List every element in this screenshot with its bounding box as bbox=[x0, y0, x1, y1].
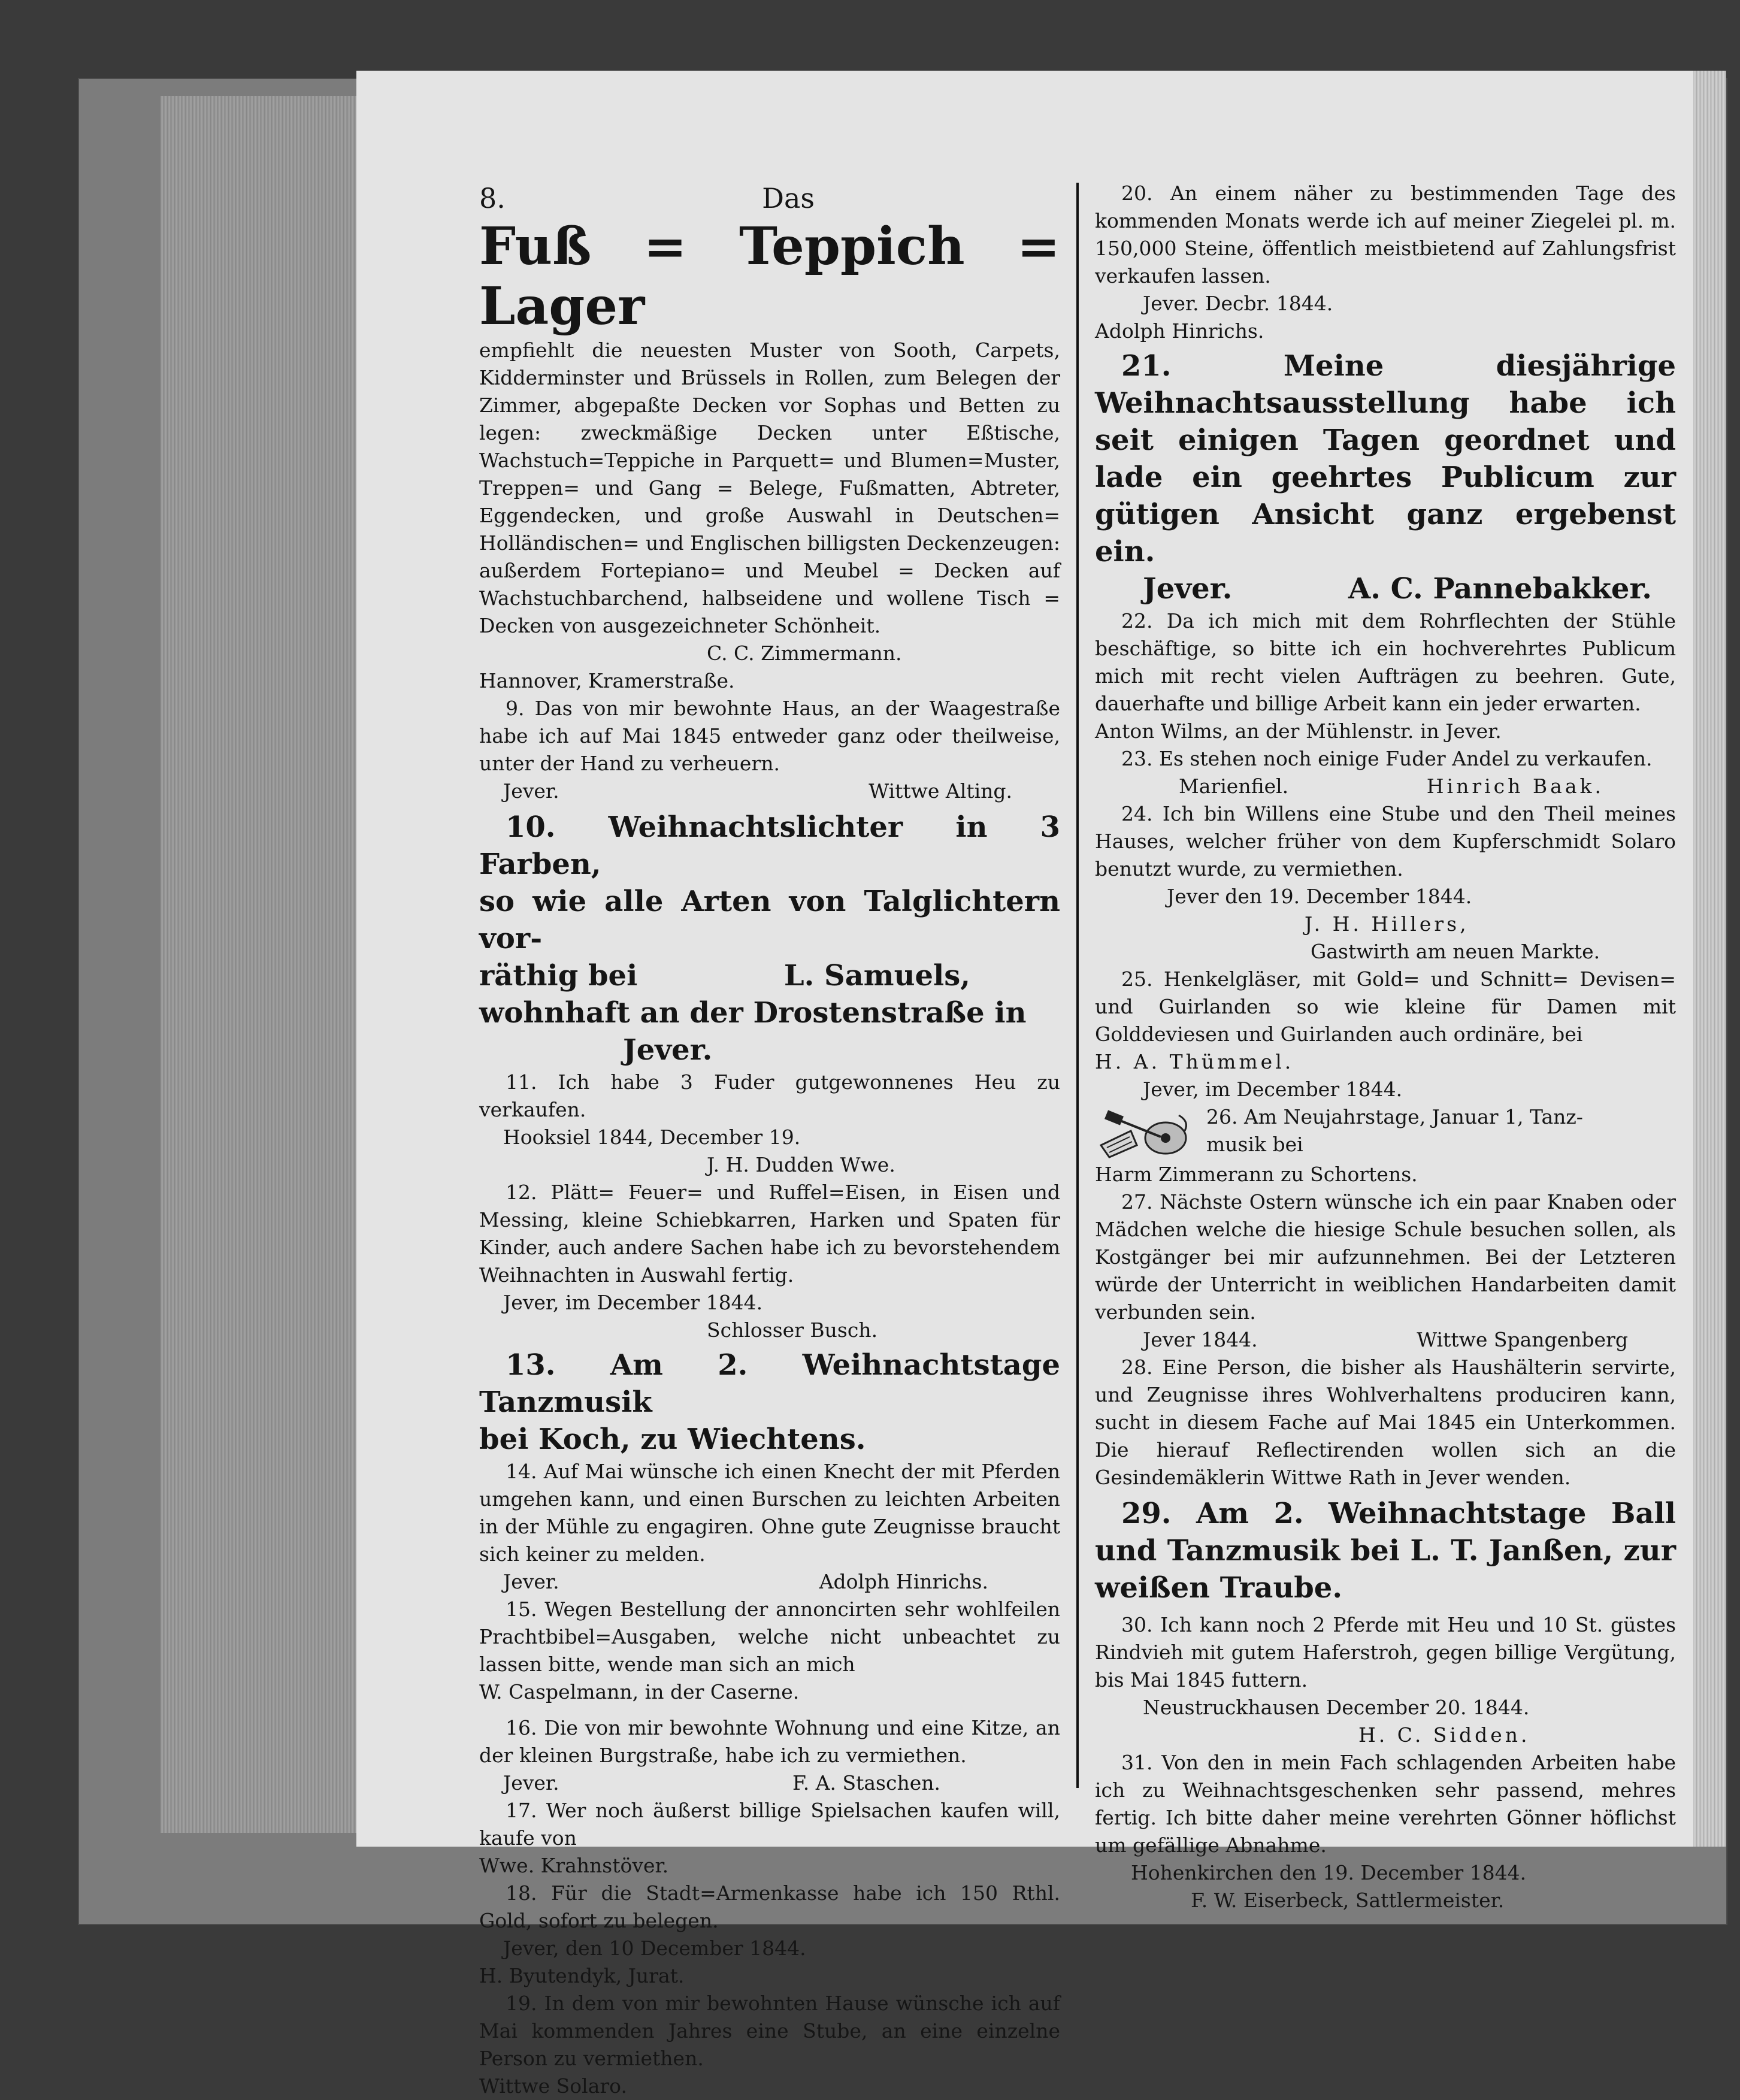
ad-line: Jever. bbox=[623, 1033, 713, 1067]
ad-18 bbox=[479, 1880, 1060, 1990]
column-divider bbox=[1076, 183, 1079, 1788]
ad-place: Jever, im December 1844. bbox=[503, 1291, 763, 1314]
ad-place: Jever, den 10 December 1844. bbox=[503, 1936, 806, 1960]
ad-11 bbox=[479, 1069, 1060, 1179]
ad-signature: Wittwe Alting. bbox=[869, 779, 1012, 803]
ad-8 bbox=[479, 180, 1060, 695]
ad-place: Marienfiel. bbox=[1179, 774, 1289, 798]
ad-text: 31. Von den in mein Fach schlagenden Arbeiten habe ich zu Weihnachtsgeschenken sehr passend, mehres fertig. Ich bitte daher meine verehrten Gönner höflichst um gefällige Abnahme. bbox=[1095, 1751, 1676, 1857]
ad-15 bbox=[479, 1596, 1060, 1706]
ad-text: 27. Nächste Ostern wünsche ich ein paar Knaben oder Mädchen welche die hiesige Schule besuchen sollen, als Kostgänger bei mir aufzunnehmen. Bei der Letzteren würde der Unterricht in weiblichen Handarbeiten damit verbunden sein. bbox=[1095, 1190, 1676, 1324]
ad-signature: A. C. Pannebakker. bbox=[1348, 572, 1652, 606]
ad-signature: J. H. Hillers, bbox=[1305, 912, 1469, 936]
ad-text: 20. An einem näher zu bestimmenden Tage des kommenden Monats werde ich auf meiner Ziegelei pl. m. 150,000 Steine, öffentlich meistbietend auf Zahlungsfrist verkaufen lassen. bbox=[1095, 181, 1676, 288]
page-edges bbox=[161, 96, 364, 1833]
ad-signature: H. A. Thümmel. bbox=[1095, 1050, 1294, 1073]
ad-number: 8. bbox=[479, 182, 506, 214]
ad-signature: W. Caspelmann, in der Caserne. bbox=[479, 1680, 800, 1703]
ad-intro: Das bbox=[762, 182, 815, 214]
ad-line: so wie alle Arten von Talglichtern vor- bbox=[479, 885, 1060, 955]
ad-address: Hannover, Kramerstraße. bbox=[479, 669, 735, 692]
ad-signature: Adolph Hinrichs. bbox=[819, 1570, 988, 1593]
ad-10 bbox=[479, 809, 1060, 1069]
ad-text: 28. Eine Person, die bisher als Haushälterin servirte, und Zeugnisse ihres Wohlverhaltens produciren kann, sucht in diesem Fache auf Mai 1845 ein Unterkommen. Die hierauf Reflectirenden wollen sich an die Gesindemäklerin Wittwe Rath in Jever wenden. bbox=[1095, 1355, 1676, 1489]
ad-31 bbox=[1095, 1749, 1676, 1914]
ad-text: 29. Am 2. Weihnachtstage Ball und Tanzmusik bei L. T. Janßen, zur weißen Traube. bbox=[1095, 1497, 1676, 1605]
ad-place: Jever. Decbr. 1844. bbox=[1143, 292, 1333, 315]
ad-text: 22. Da ich mich mit dem Rohrflechten der Stühle beschäftige, so bitte ich ein hochverehrtes Publicum mich mit recht vielen Aufträgen zu beehren. Gute, dauerhafte und billige Arbeit kann ein jeder erwarten. bbox=[1095, 609, 1676, 715]
ad-place: Jever. bbox=[503, 779, 559, 803]
ad-19 bbox=[479, 1990, 1060, 2100]
ad-text: 23. Es stehen noch einige Fuder Andel zu verkaufen. bbox=[1121, 747, 1653, 770]
ad-signature: C. C. Zimmermann. bbox=[707, 642, 902, 665]
ad-signature: Anton Wilms, an der Mühlenstr. in Jever. bbox=[1095, 719, 1502, 743]
ad-text: 30. Ich kann noch 2 Pferde mit Heu und 10 St. güstes Rindvieh mit gutem Haferstroh, gegen billige Vergütung, bis Mai 1845 futtern. bbox=[1095, 1613, 1676, 1692]
ad-place: Jever den 19. December 1844. bbox=[1167, 885, 1472, 908]
next-pages-edge bbox=[1693, 71, 1726, 1847]
ad-line: räthig bei bbox=[479, 959, 638, 992]
ad-signature: H. Byutendyk, Jurat. bbox=[479, 1964, 685, 1987]
ad-signature: Adolph Hinrichs. bbox=[1095, 319, 1264, 343]
ad-text: 25. Henkelgläser, mit Gold= und Schnitt= Devisen= und Guirlanden so wie kleine für Damen mit Golddeviesen und Guirlanden auch ordinäre, bei bbox=[1095, 967, 1676, 1046]
ad-signature: Wittwe Solaro. bbox=[479, 2074, 627, 2098]
ad-26 bbox=[1095, 1103, 1676, 1161]
ad-27 bbox=[1095, 1188, 1676, 1354]
guitar-icon bbox=[1095, 1103, 1197, 1161]
ad-line: bei Koch, zu Wiechtens. bbox=[479, 1423, 866, 1456]
ad-12 bbox=[479, 1179, 1060, 1344]
ad-17 bbox=[479, 1797, 1060, 1880]
ad-text: 11. Ich habe 3 Fuder gutgewonnenes Heu zu verkaufen. bbox=[479, 1070, 1060, 1121]
ad-text: 19. In dem von mir bewohnten Hause wünsche ich auf Mai kommenden Jahres eine Stube, an eine einzelne Person zu vermiethen. bbox=[479, 1992, 1060, 2070]
ad-signature: Hinrich Baak. bbox=[1426, 774, 1604, 798]
ad-place: Hooksiel 1844, December 19. bbox=[503, 1125, 801, 1149]
ad-text: 18. Für die Stadt=Armenkasse habe ich 150 Rthl. Gold, sofort zu belegen. bbox=[479, 1881, 1060, 1932]
ad-place: Neustruckhausen December 20. 1844. bbox=[1143, 1696, 1530, 1719]
ad-25 bbox=[1095, 966, 1676, 1103]
ad-23 bbox=[1095, 745, 1676, 800]
ad-line: 26. Am Neujahrstage, Januar 1, Tanz- bbox=[1206, 1105, 1583, 1128]
ad-line: wohnhaft an der Drostenstraße in bbox=[479, 996, 1027, 1030]
ad-signature: Schlosser Busch. bbox=[707, 1318, 878, 1342]
left-column bbox=[479, 180, 1060, 2100]
ad-place: Hohenkirchen den 19. December 1844. bbox=[1131, 1861, 1527, 1884]
ad-place: Jever, im December 1844. bbox=[1143, 1078, 1403, 1101]
ad-signature: Wittwe Spangenberg bbox=[1417, 1328, 1628, 1351]
ad-line: musik bei bbox=[1206, 1133, 1303, 1156]
ad-26-signature: Harm Zimmerann zu Schortens. bbox=[1095, 1163, 1418, 1186]
ad-place: Jever. bbox=[1143, 572, 1233, 606]
ad-signature: F. A. Staschen. bbox=[792, 1771, 940, 1795]
ad-line: 10. Weihnachtslichter in 3 Farben, bbox=[479, 810, 1060, 881]
ad-merchant: L. Samuels, bbox=[783, 959, 970, 992]
ad-text: 9. Das von mir bewohnte Haus, an der Waagestraße habe ich auf Mai 1845 entweder ganz oder theilweise, unter der Hand zu verheuern. bbox=[479, 697, 1060, 775]
ad-signature: Wwe. Krahnstöver. bbox=[479, 1854, 669, 1877]
ad-text: 16. Die von mir bewohnte Wohnung und eine Kitze, an der kleinen Burgstraße, habe ich zu vermiethen. bbox=[479, 1716, 1060, 1767]
ad-place: Jever. bbox=[503, 1771, 559, 1795]
ad-30 bbox=[1095, 1611, 1676, 1749]
ad-22 bbox=[1095, 607, 1676, 745]
ad-29 bbox=[1095, 1495, 1676, 1606]
ad-text: 17. Wer noch äußerst billige Spielsachen kaufen will, kaufe von bbox=[479, 1799, 1060, 1850]
ad-headline: Fuß = Teppich = Lager bbox=[479, 216, 1060, 337]
ad-13 bbox=[479, 1346, 1060, 1458]
ad-place: Jever. bbox=[503, 1570, 559, 1593]
right-column bbox=[1095, 180, 1676, 1914]
ad-text: 14. Auf Mai wünsche ich einen Knecht der mit Pferden umgehen kann, und einen Burschen zu leichten Arbeiten in der Mühle zu engagiren. Ohne gute Zeugnisse braucht sich keiner zu melden. bbox=[479, 1460, 1060, 1566]
ad-14 bbox=[479, 1458, 1060, 1596]
ad-24 bbox=[1095, 800, 1676, 966]
ad-line: 13. Am 2. Weihnachtstage Tanzmusik bbox=[479, 1348, 1060, 1419]
ad-text: 21. Meine diesjährige Weihnachtsausstellung habe ich seit einigen Tagen geordnet und lade ein geehrtes Publicum zur gütigen Ansicht ganz ergebenst ein. bbox=[1095, 349, 1676, 568]
ad-text: 12. Plätt= Feuer= und Ruffel=Eisen, in Eisen und Messing, kleine Schiebkarren, Harken und Spaten für Kinder, auch andere Sachen habe ich zu bevorstehendem Weihnachten in Auswahl fertig. bbox=[479, 1181, 1060, 1287]
ad-9 bbox=[479, 695, 1060, 805]
ad-text: 15. Wegen Bestellung der annoncirten sehr wohlfeilen Prachtbibel=Ausgaben, welche nicht unbeachtet zu lassen bitte, wende man sich an mich bbox=[479, 1597, 1060, 1676]
ad-occupation: Gastwirth am neuen Markte. bbox=[1311, 940, 1600, 963]
ad-28 bbox=[1095, 1354, 1676, 1491]
ad-signature: J. H. Dudden Wwe. bbox=[707, 1153, 895, 1176]
ad-16 bbox=[479, 1714, 1060, 1797]
ad-text: empfiehlt die neuesten Muster von Sooth, Carpets, Kidderminster und Brüssels in Rollen, zum Belegen der Zimmer, abgepaßte Decken vor Sophas und Betten zu legen: zweckmäßige Decken unter Eßtische, Wachstuch=Teppiche in Parquett= und Blumen=Muster, Treppen= und Gang = Belege, Fußmatten, Abtreter, Eggendecken, und große Auswahl in Deutschen= Holländischen= und Englischen billigsten Deckenzeugen: außerdem Fortepiano= und Meubel = Decken auf Wachstuchbarchend, halbseidene und wollene Tisch = Decken von ausgezeichneter Schönheit. bbox=[479, 338, 1060, 637]
ad-place: Jever 1844. bbox=[1143, 1328, 1258, 1351]
ad-text: 24. Ich bin Willens eine Stube und den Theil meines Hauses, welcher früher von dem Kupferschmidt Solaro benutzt wurde, zu vermiethen. bbox=[1095, 802, 1676, 880]
ad-21 bbox=[1095, 347, 1676, 607]
ad-signature: H. C. Sidden. bbox=[1358, 1723, 1530, 1747]
ad-signature: F. W. Eiserbeck, Sattlermeister. bbox=[1191, 1889, 1505, 1912]
ad-20 bbox=[1095, 180, 1676, 345]
